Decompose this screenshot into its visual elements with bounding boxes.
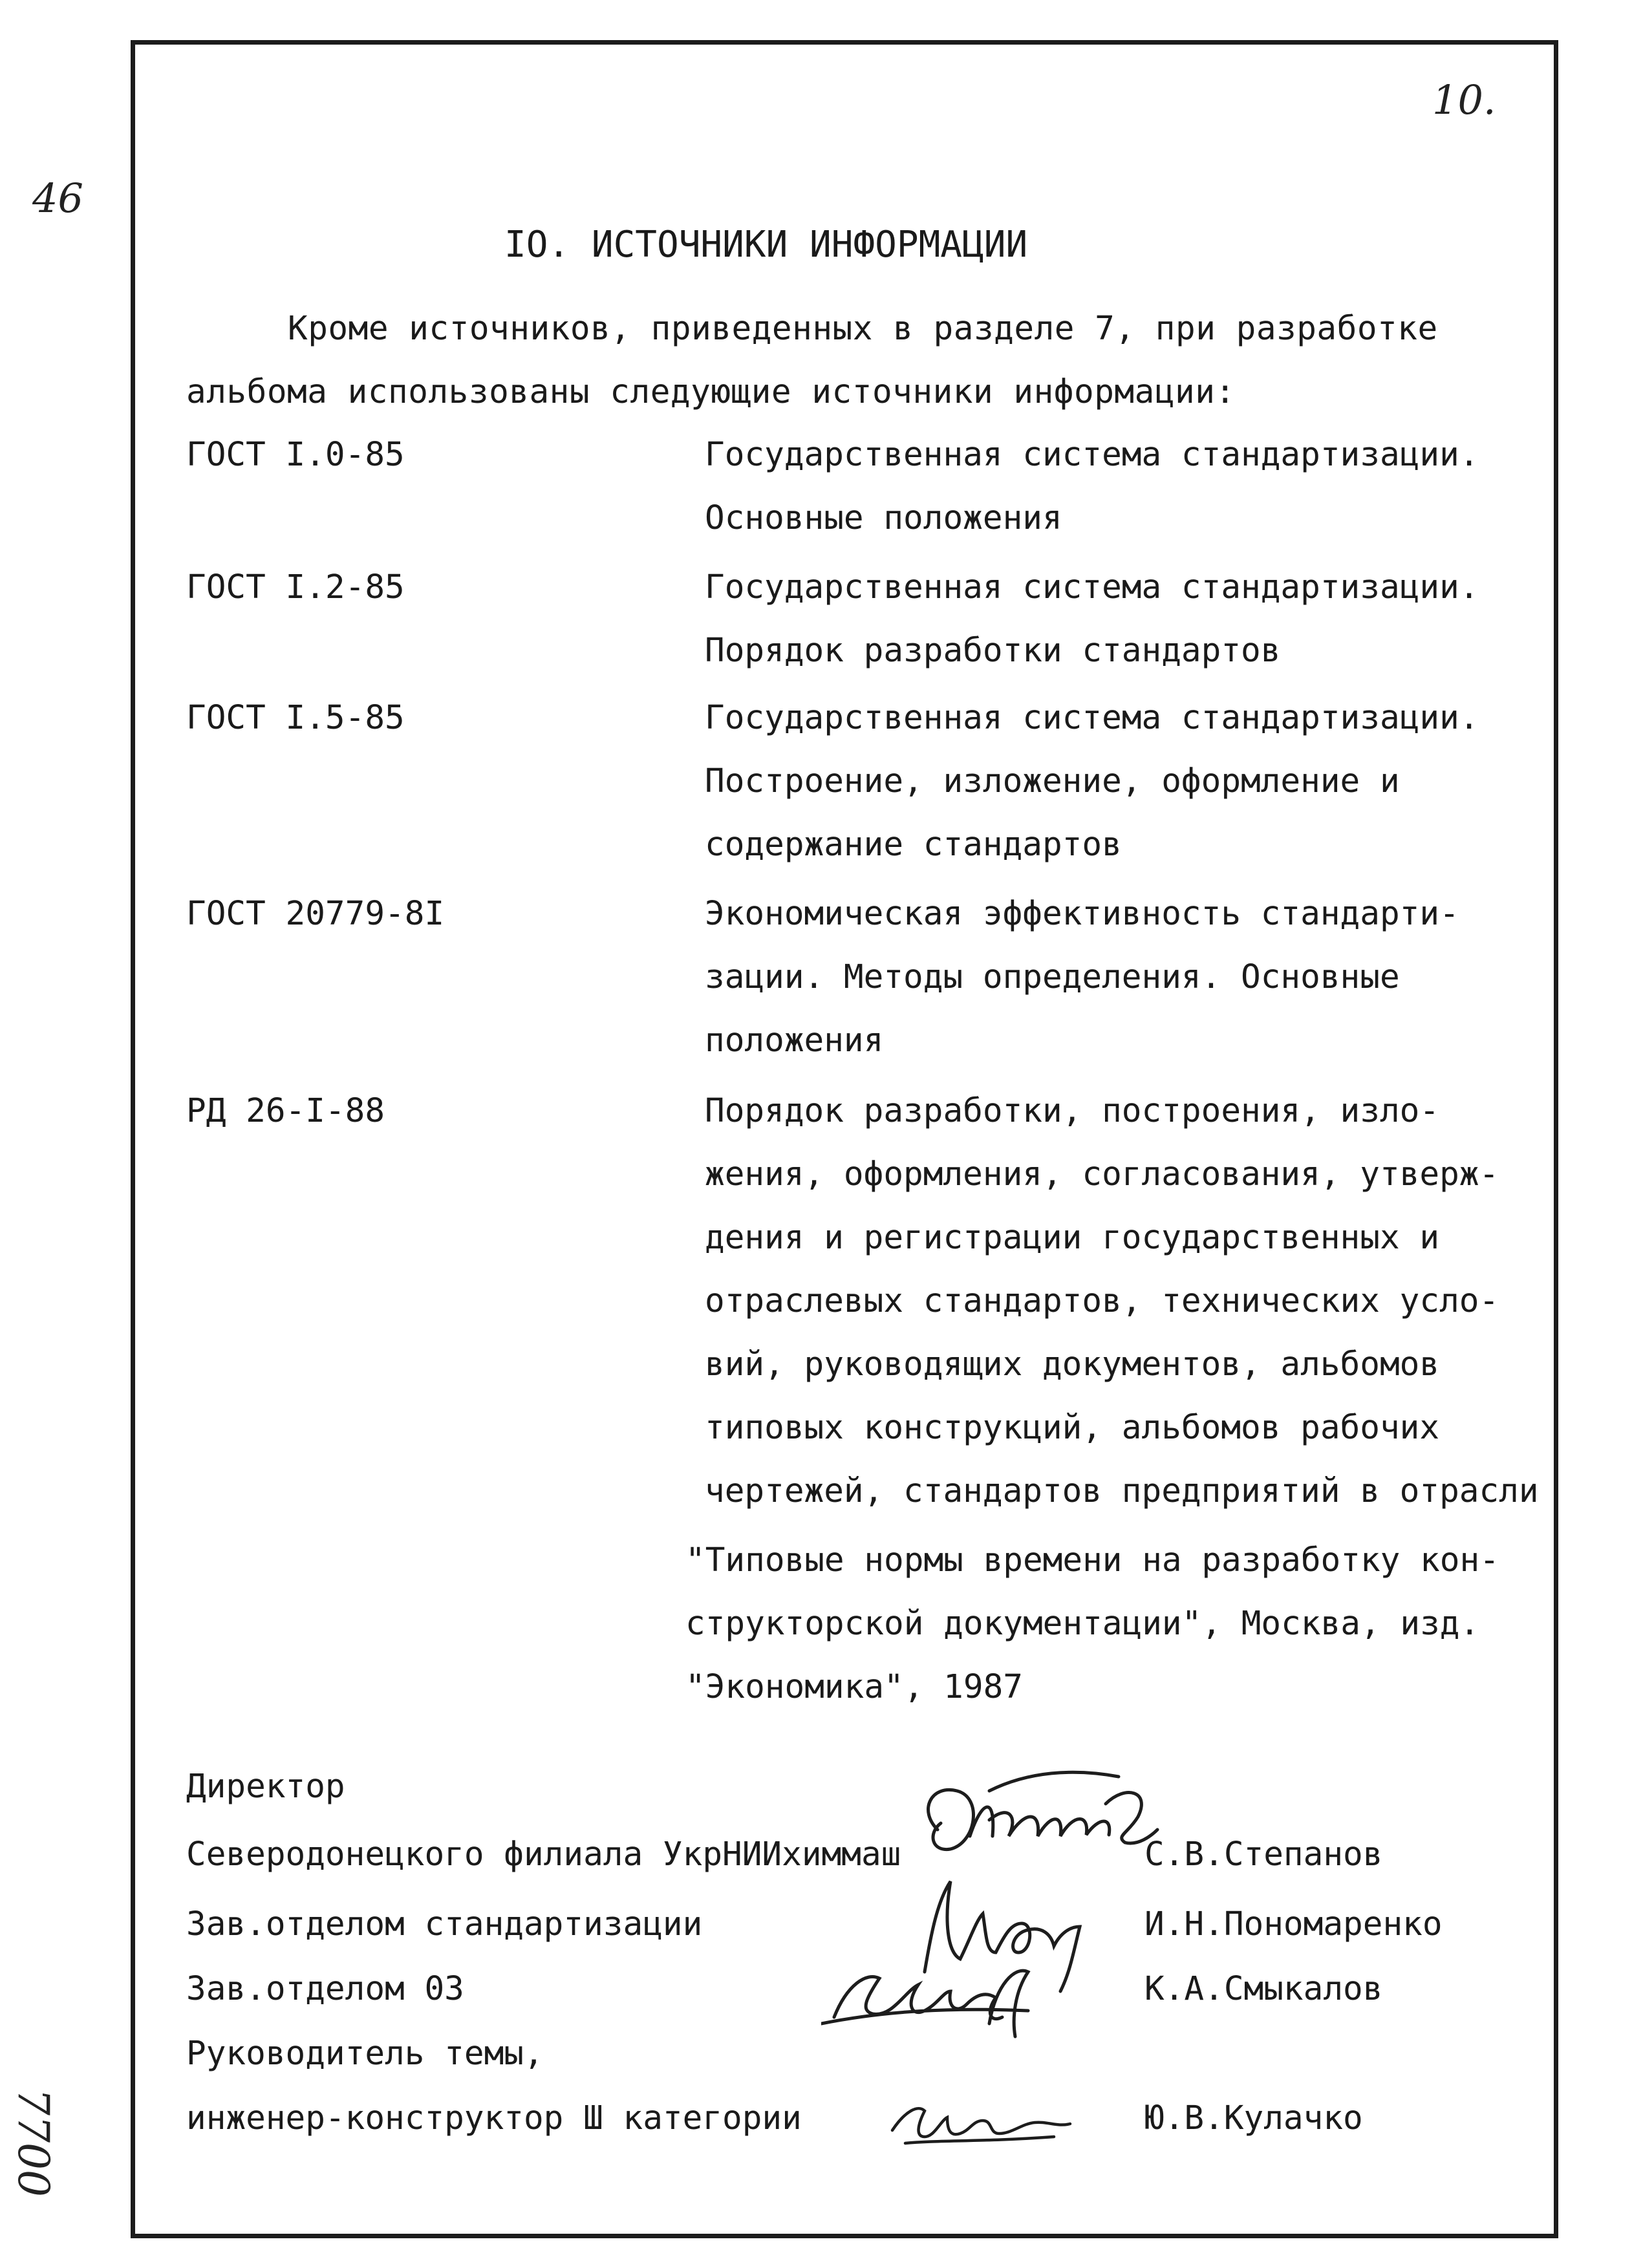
theme-lead-signature xyxy=(886,2085,1080,2156)
reference-description: Государственная система стандартизации. Порядок разработки стандартов xyxy=(705,568,1479,670)
director-organization: Северодонецкого филиала УкрНИИхиммаш xyxy=(186,1835,901,1874)
director-name: С.В.Степанов xyxy=(1144,1835,1383,1874)
std-head-name: И.Н.Пономаренко xyxy=(1144,1905,1443,1943)
reference-code: ГОСТ 20779-8I xyxy=(186,895,445,933)
reference-description: Государственная система стандартизации. Основные положения xyxy=(705,436,1479,537)
reference-code: ГОСТ I.5-85 xyxy=(186,699,405,737)
reference-description: Порядок разработки, построения, изло- жения, оформления, согласования, утверж- дения и регистрации государственных и отраслевых стандартов, технических усло- вий, руководящих документов, альбомов типовых конструкций, альбомов рабочих чертежей, стандартов предприятий в отрасли xyxy=(705,1092,1539,1510)
reference-description: Государственная система стандартизации. Построение, изложение, оформление и содержание стандартов xyxy=(705,699,1479,864)
extra-source: "Типовые нормы времени на разработку кон- структорской документации", Москва, изд. "Экономика", 1987 xyxy=(685,1541,1499,1706)
theme-lead-title: Руководитель темы, xyxy=(186,2035,544,2073)
dept03-head-title: Зав.отделом 03 xyxy=(186,1970,464,2008)
reference-code: РД 26-I-88 xyxy=(186,1092,385,1130)
intro-line-2: альбома использованы следующие источники информации: xyxy=(186,373,1236,411)
margin-page-number: 46 xyxy=(32,175,83,222)
reference-code: ГОСТ I.0-85 xyxy=(186,436,405,474)
page-number: 10. xyxy=(1432,76,1496,123)
reference-description: Экономическая эффективность стандарти- зации. Методы определения. Основные положения xyxy=(705,895,1459,1060)
std-head-title: Зав.отделом стандартизации xyxy=(186,1905,703,1943)
dept03-head-signature xyxy=(821,1946,1067,2043)
dept03-head-name: К.А.Смыкалов xyxy=(1144,1970,1383,2008)
section-title: IO. ИСТОЧНИКИ ИНФОРМАЦИИ xyxy=(504,224,1028,266)
theme-lead-position: инженер-конструктор Ш категории xyxy=(186,2099,802,2137)
intro-line-1: Кроме источников, приведенных в разделе 7, при разработке xyxy=(288,310,1438,348)
side-stamp-number: 7700 xyxy=(8,2088,58,2197)
director-title: Директор xyxy=(186,1768,345,1806)
theme-lead-name: Ю.В.Кулачко xyxy=(1144,2099,1363,2137)
reference-code: ГОСТ I.2-85 xyxy=(186,568,405,606)
